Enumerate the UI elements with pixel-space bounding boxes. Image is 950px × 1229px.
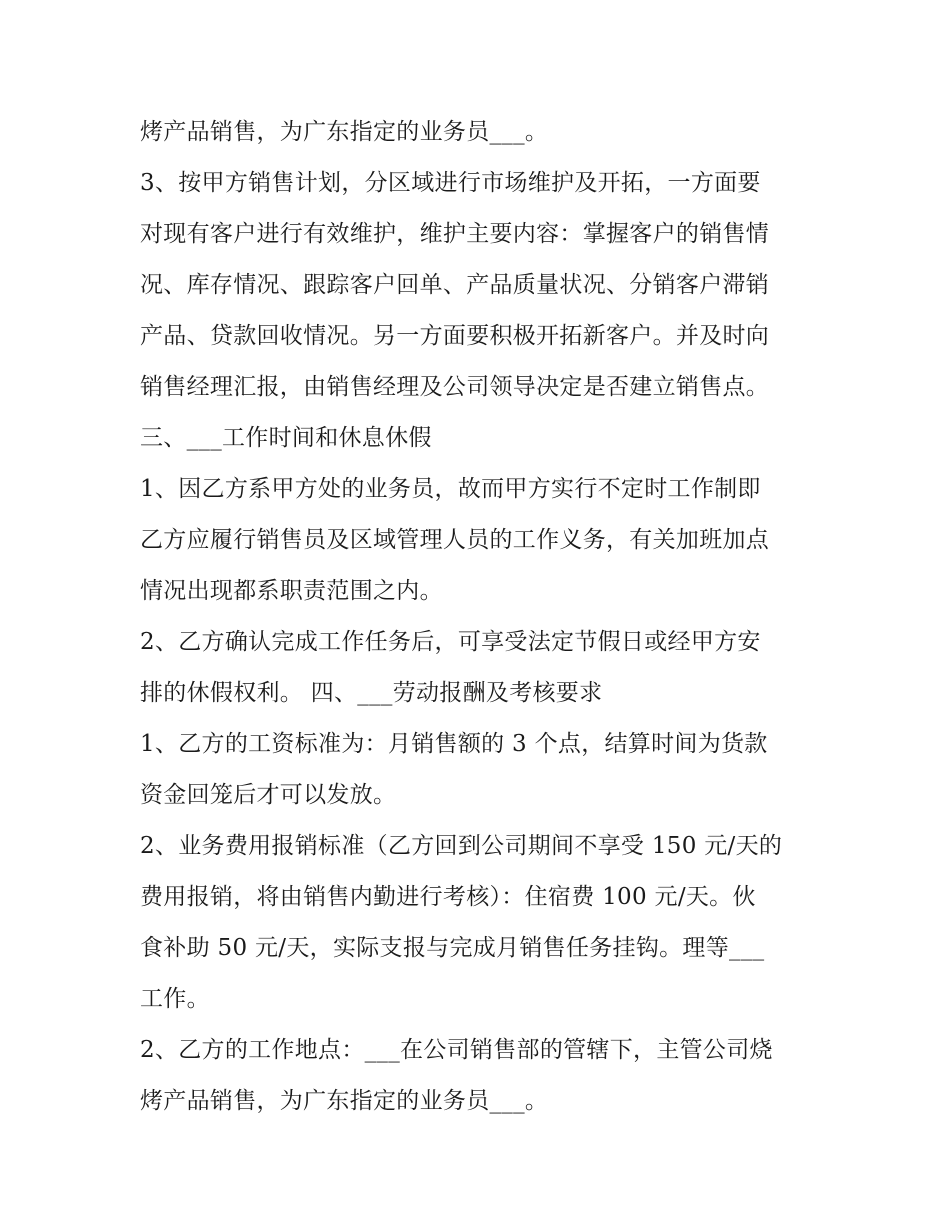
text-line: 1、乙方的工资标准为：月销售额的 3 个点，结算时间为货款 — [140, 731, 768, 757]
text-line: 资金回笼后才可以发放。 — [140, 782, 397, 808]
text-line: 3、按甲方销售计划，分区域进行市场维护及开拓，一方面要 — [140, 170, 761, 196]
text-line: 对现有客户进行有效维护，维护主要内容：掌握客户的销售情 — [140, 221, 770, 247]
text-line: 食补助 50 元/天，实际支报与完成月销售任务挂钩。理等___ — [140, 935, 765, 961]
text-line: 2、业务费用报销标准（乙方回到公司期间不享受 150 元/天的 — [140, 833, 783, 859]
text-line: 烤产品销售，为广东指定的业务员___。 — [140, 1088, 549, 1114]
document-body — [140, 107, 820, 1127]
text-line: 产品、贷款回收情况。另一方面要积极开拓新客户。并及时向 — [140, 323, 770, 349]
text-line: 烤产品销售，为广东指定的业务员___。 — [140, 119, 549, 145]
text-line: 况、库存情况、跟踪客户回单、产品质量状况、分销客户滞销 — [140, 272, 770, 298]
text-line: 费用报销，将由销售内勤进行考核）：住宿费 100 元/天。伙 — [140, 884, 756, 910]
text-line: 情况出现都系职责范围之内。 — [140, 578, 443, 604]
section-heading: 三、___工作时间和休息休假 — [140, 425, 432, 451]
text-line: 排的休假权利。 四、___劳动报酬及考核要求 — [140, 680, 603, 706]
text-line: 工作。 — [140, 986, 210, 1012]
text-line: 1、因乙方系甲方处的业务员，故而甲方实行不定时工作制即 — [140, 476, 761, 502]
text-line: 2、乙方确认完成工作任务后，可享受法定节假日或经甲方安 — [140, 629, 761, 655]
text-line: 乙方应履行销售员及区域管理人员的工作义务，有关加班加点 — [140, 527, 770, 553]
text-line: 2、乙方的工作地点：___在公司销售部的管辖下，主管公司烧 — [140, 1037, 773, 1063]
text-line: 销售经理汇报，由销售经理及公司领导决定是否建立销售点。 — [140, 374, 770, 400]
